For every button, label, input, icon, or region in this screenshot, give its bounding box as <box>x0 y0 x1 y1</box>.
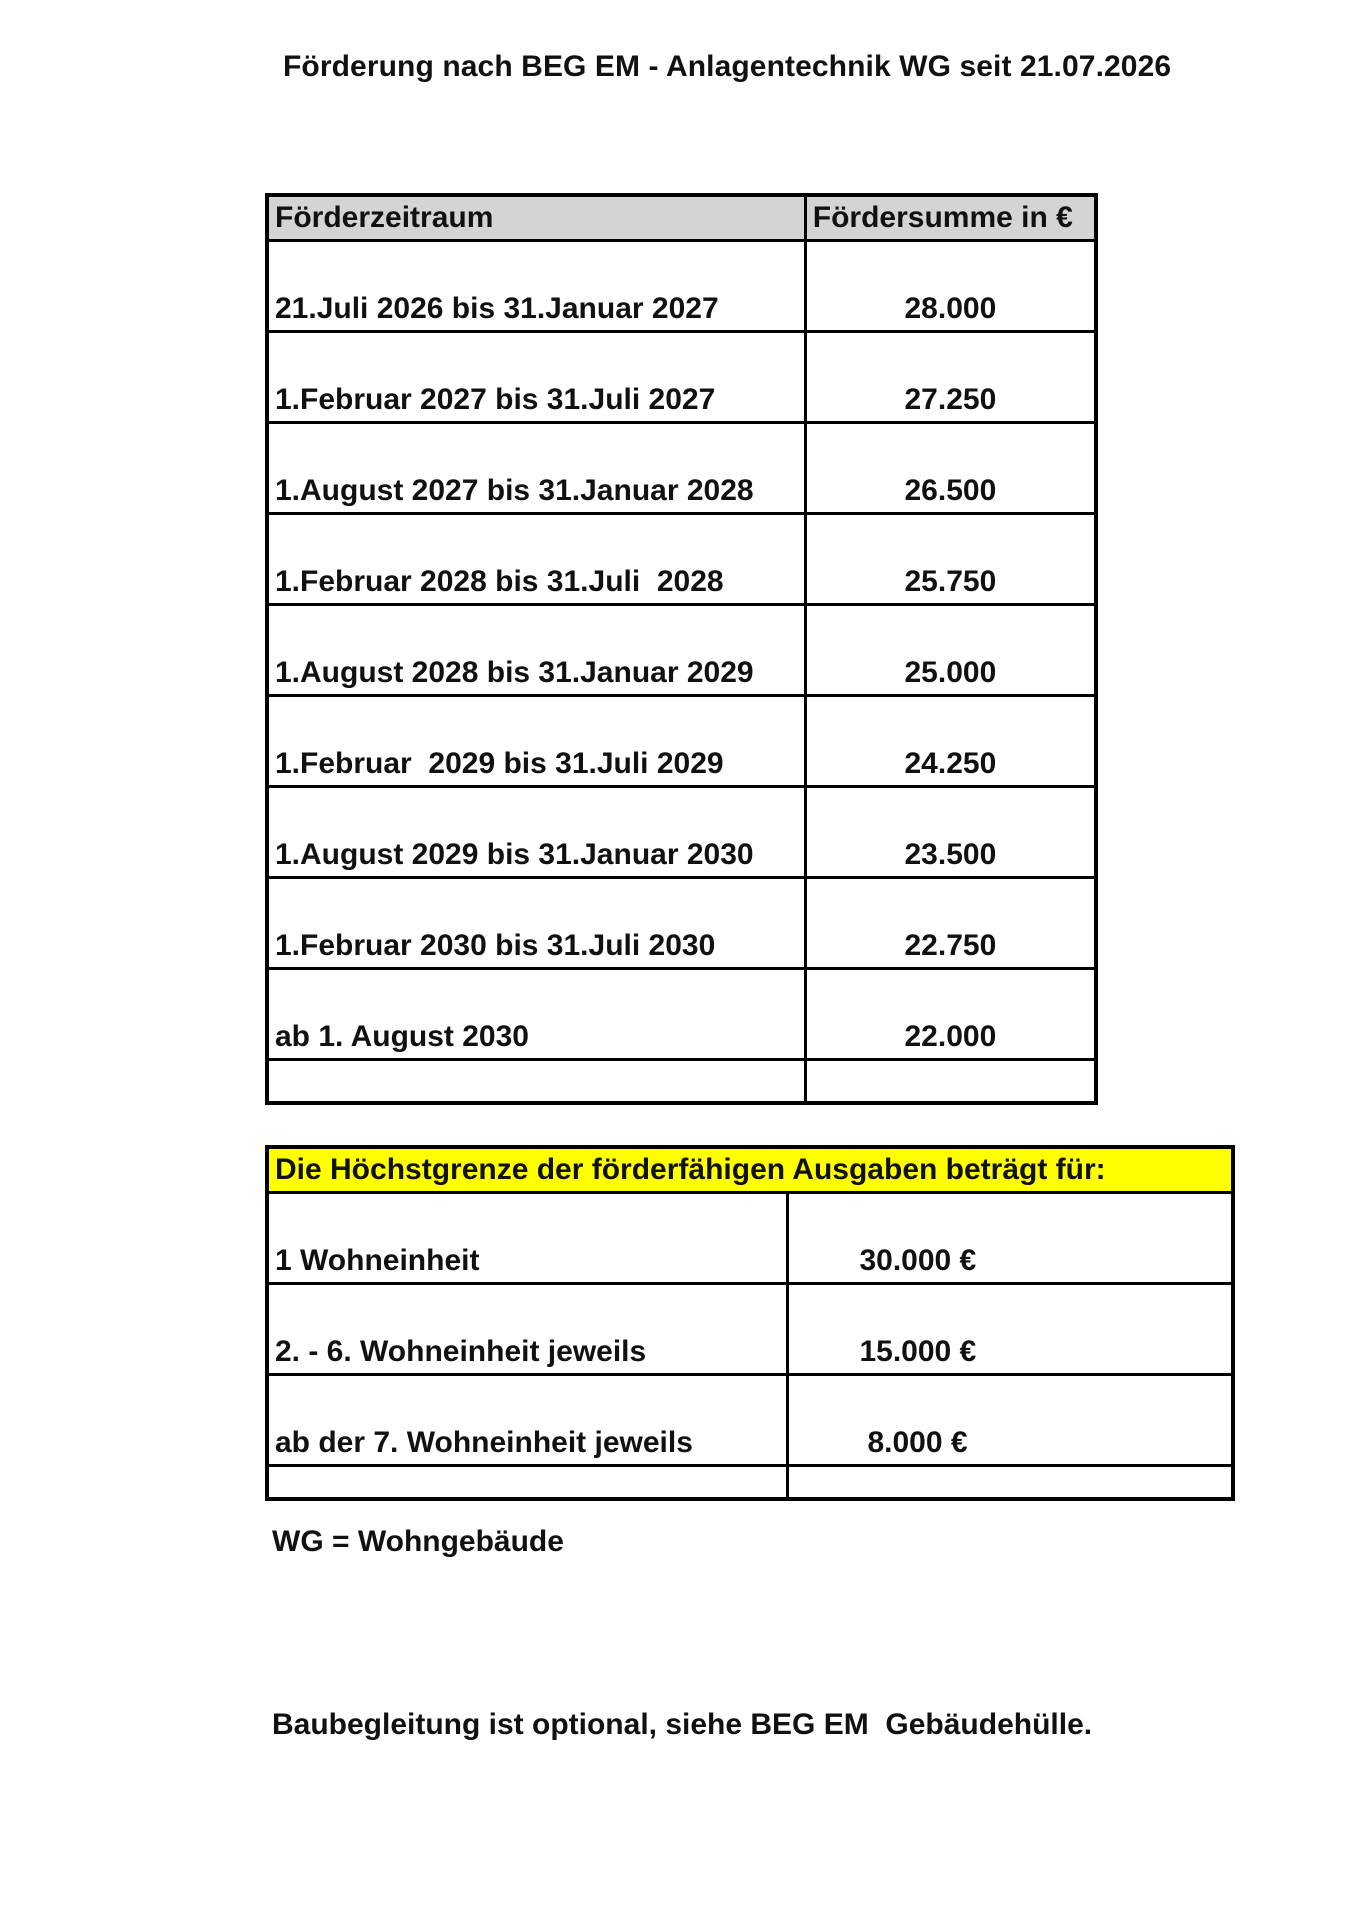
unit-cell: 2. - 6. Wohneinheit jeweils <box>267 1284 788 1375</box>
unit-cell: ab der 7. Wohneinheit jeweils <box>267 1375 788 1466</box>
period-cell: ab 1. August 2030 <box>267 969 805 1060</box>
amount-cell: 26.500 <box>805 423 1096 514</box>
period-cell: 1.Februar 2027 bis 31.Juli 2027 <box>267 332 805 423</box>
empty-row <box>267 1466 1233 1500</box>
limit-table-header <box>267 1147 1233 1193</box>
header-period: Förderzeitraum <box>267 195 805 241</box>
amount-cell: 27.250 <box>805 332 1096 423</box>
period-cell: 1.Februar 2028 bis 31.Juli 2028 <box>267 514 805 605</box>
table-row <box>267 696 1096 787</box>
amount-cell: 25.750 <box>805 514 1096 605</box>
amount-cell: 24.250 <box>805 696 1096 787</box>
empty-row <box>267 1060 1096 1104</box>
empty-cell <box>267 1060 805 1104</box>
unit-cell: 1 Wohneinheit <box>267 1193 788 1284</box>
empty-cell <box>267 1466 788 1500</box>
page-title: Förderung nach BEG EM - Anlagentechnik WG seit 21.07.2026 <box>283 50 1172 83</box>
table-row <box>267 878 1096 969</box>
header-amount: Fördersumme in € <box>805 195 1096 241</box>
limit-header: Die Höchstgrenze der förderfähigen Ausgaben beträgt für: <box>267 1147 1233 1193</box>
amount-cell: 22.750 <box>805 878 1096 969</box>
table-row <box>267 332 1096 423</box>
amount-cell: 28.000 <box>805 241 1096 332</box>
period-cell: 1.Februar 2029 bis 31.Juli 2029 <box>267 696 805 787</box>
period-cell: 21.Juli 2026 bis 31.Januar 2027 <box>267 241 805 332</box>
table-row <box>267 241 1096 332</box>
period-cell: 1.August 2028 bis 31.Januar 2029 <box>267 605 805 696</box>
support-note: Baubegleitung ist optional, siehe BEG EM Gebäudehülle. <box>272 1708 1093 1741</box>
empty-cell <box>788 1466 1233 1500</box>
period-cell: 1.August 2029 bis 31.Januar 2030 <box>267 787 805 878</box>
table-row <box>267 514 1096 605</box>
amount-cell: 25.000 <box>805 605 1096 696</box>
amount-cell: 22.000 <box>805 969 1096 1060</box>
limit-table <box>265 1145 1235 1501</box>
table-row <box>267 605 1096 696</box>
funding-table-header <box>267 195 1096 241</box>
table-row <box>267 423 1096 514</box>
table-row <box>267 1375 1233 1466</box>
limit-amount-cell: 8.000 € <box>788 1375 1233 1466</box>
funding-table <box>265 193 1098 1105</box>
limit-amount-cell: 30.000 € <box>788 1193 1233 1284</box>
table-row <box>267 1193 1233 1284</box>
amount-cell: 23.500 <box>805 787 1096 878</box>
empty-cell <box>805 1060 1096 1104</box>
period-cell: 1.Februar 2030 bis 31.Juli 2030 <box>267 878 805 969</box>
abbreviation-note: WG = Wohngebäude <box>272 1525 564 1558</box>
table-row <box>267 1284 1233 1375</box>
table-row <box>267 787 1096 878</box>
limit-amount-cell: 15.000 € <box>788 1284 1233 1375</box>
period-cell: 1.August 2027 bis 31.Januar 2028 <box>267 423 805 514</box>
table-row <box>267 969 1096 1060</box>
